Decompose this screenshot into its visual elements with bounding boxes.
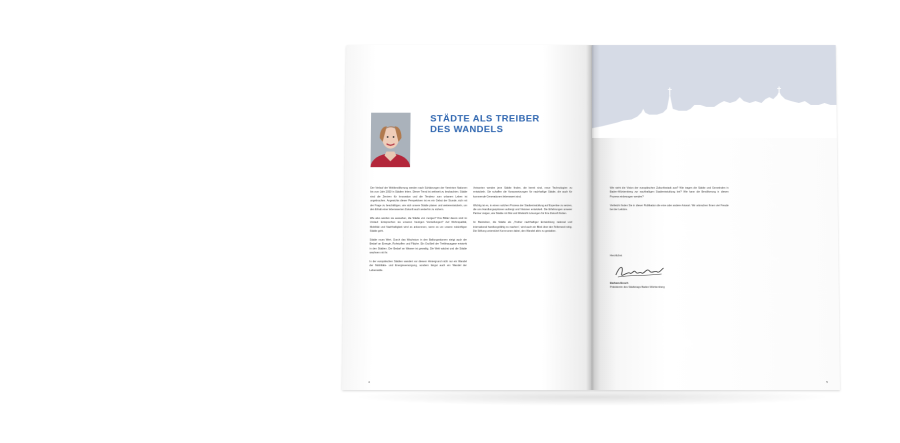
signer-name: Barbara Bosch [609,281,629,285]
portrait-photo [371,113,411,167]
city-skyline-icon [592,45,837,138]
signature-icon [614,263,666,281]
text-column-1 [368,187,467,379]
portrait-icon [371,113,411,167]
brochure-spread [342,45,840,394]
paragraph: Wie sieht die Vision der europäischen Zukunftsstadt aus? Wie tragen die Städte und Gemeinden in Baden-Württemberg zur nachhaltigen Stadtentwicklung bei? Wie kann die Bevölkerung in diesen Prozess einbezogen werden? [609,186,729,199]
paragraph: Wie also werden sie aussehen, die Städte von morgen? Ihre Bilder davon sind im Umlauf. Entsprechen sie unseren heutigen Vorstellungen? Auf Wohnqualität, Mobilität und Nachhaltigkeit wird es ankommen, wenn es um unsere zukünftigen Städte geht. [369,216,468,233]
greeting: Herzlichst [609,253,623,258]
signer-role: Präsidentin des Städtetags Baden-Württemberg [609,285,665,289]
book-gutter [586,45,600,390]
paragraph: Im Bestreben, die Städte als „Treiber nachhaltiger Entwicklung national und international handlungsfähig zu machen“, wird auch ein Blick über den Tellerrand nötig. Die Stiftung unterstützt Kommunen dabei, den Wandel aktiv zu gestalten. [472,221,573,233]
right-page [592,45,840,390]
paragraph: Antworten werden jene Städte finden, die bereit sind, neue Technologien zu entwickeln. Sie schaffen die Voraussetzungen für nachhaltige Städte, die auch für kommende Generationen lebenswert sind. [473,186,573,199]
paragraph: Vielleicht finden Sie in dieser Publikation die eine oder andere Antwort. Wir wünschen Ihnen viel Freude bei der Lektüre. [609,203,729,212]
paragraph: Der Verlauf der Weltbevölkerung werden nach Schätzungen der Vereinten Nationen bis zum Jahr 2050 in Städten leben. Dieser Trend ist weltweit zu beobachten. Städte sind die Zentren für Innovation und die Tendenz zum urbanen Leben ist ungebrochen. Angesichts dieser Perspektiven ist es ein Gebot der Stunde, sich mit der Frage zu beschäftigen, wie sich unsere Städte planen und weiterentwickeln, um den Erhalt einer lebenswerten Zukunft auch weiterhin zu sichern. [370,186,468,212]
page-number-right: 5 [826,380,828,385]
signer-block [610,282,665,290]
paragraph: In der europäischen Städten wandert vor diesem Hintergrund nicht nur ein Wandel der Mobilitäts- und Energieversorgung, sondern längst auch ein Wandel der Lebensstile. [369,260,467,272]
paragraph: Wichtig ist es, in einem solchen Prozess der Stadtentwicklung auf Expertise zu setzen, die uns Handlungsoptionen aufzeigt und Visionen entwickelt. Die Erfahrungen unserer Partner zeigen, wie Städte mit Mut und Weitsicht Lösungen für ihre Zukunft finden. [473,203,573,216]
skyline-banner [592,45,837,138]
text-column-2 [472,187,572,379]
page-number-left: 4 [368,380,370,385]
title-line-1: STÄDTE ALS TREIBER [430,113,540,125]
left-page [342,45,592,390]
title-line-2: DES WANDELS [430,124,504,136]
text-column-right [610,187,729,246]
article-title [430,114,539,135]
paragraph: Städte muss Wert. Durch das Wachstum in den Ballungsräumen steigt auch der Bedarf an Energie, Rohstoffen und Fläche. Ein Großteil der Treibhausgase entsteht in den Städten. Der Bedarf an Wasser ist gewaltig. Die Welt wächst und die Städte wachsen mit ihr. [369,238,467,255]
